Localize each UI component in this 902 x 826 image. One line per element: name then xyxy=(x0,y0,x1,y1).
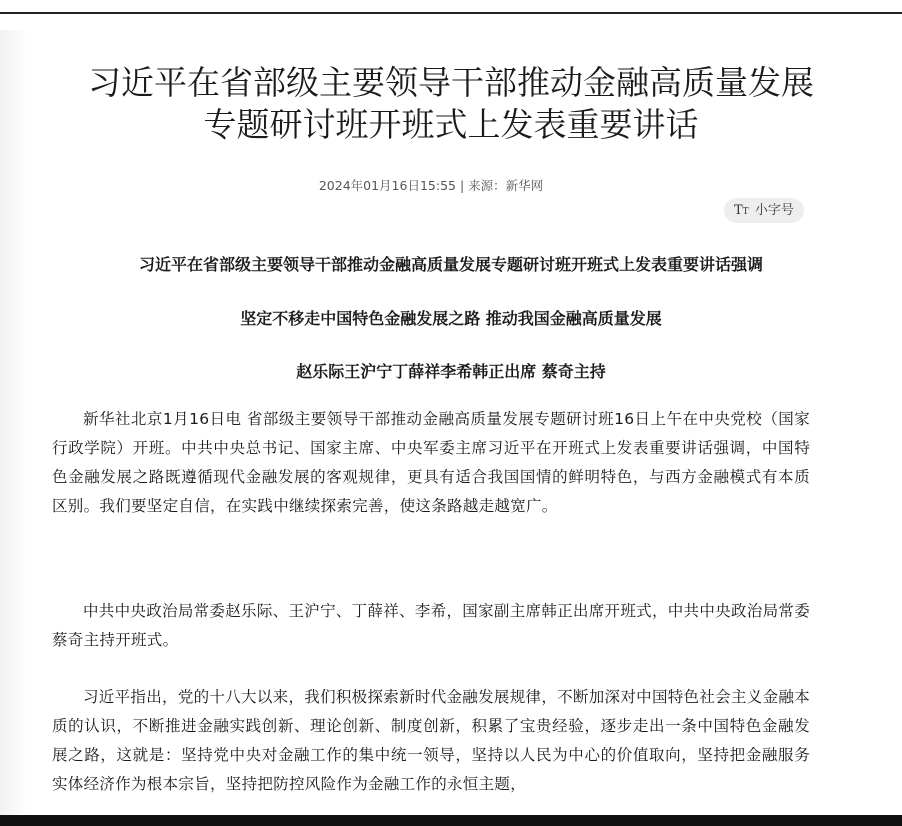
article-title xyxy=(40,62,862,146)
headline-3: 赵乐际王沪宁丁薛祥李希韩正出席 蔡奇主持 xyxy=(296,362,606,381)
paragraph-2: 中共中央政治局常委赵乐际、王沪宁、丁薛祥、李希，国家副主席韩正出席开班式，中共中央政治局常委蔡奇主持开班式。 xyxy=(52,602,810,649)
bottom-bar xyxy=(0,815,902,826)
headline-2: 坚定不移走中国特色金融发展之路 推动我国金融高质量发展 xyxy=(240,309,662,328)
font-size-icon: TT xyxy=(734,203,749,218)
font-size-toggle-button[interactable] xyxy=(724,198,804,223)
paragraph-1: 新华社北京1月16日电 省部级主要领导干部推动金融高质量发展专题研讨班16日上午在中央党校（国家行政学院）开班。中共中央总书记、国家主席、中央军委主席习近平在开班式上发表重要讲话强调，中国特色金融发展之路既遵循现代金融发展的客观规律，更具有适合我国国情的鲜明特色，与西方金融模式有本质区别。我们要坚定自信，在实践中继续探索完善，使这条路越走越宽广。 xyxy=(52,410,810,515)
font-size-toggle-label: 小字号 xyxy=(754,203,794,218)
paragraph-3: 习近平指出，党的十八大以来，我们积极探索新时代金融发展规律，不断加深对中国特色社会主义金融本质的认识，不断推进金融实践创新、理论创新、制度创新，积累了宝贵经验，逐步走出一条中国特色金融发展之路，这就是：坚持党中央对金融工作的集中统一领导，坚持以人民为中心的价值取向，坚持把金融服务实体经济作为根本宗旨，坚持把防控风险作为金融工作的永恒主题， xyxy=(52,688,810,793)
article-title-line-2: 专题研讨班开班式上发表重要讲话 xyxy=(203,105,699,144)
headline-1: 习近平在省部级主要领导干部推动金融高质量发展专题研讨班开班式上发表重要讲话强调 xyxy=(138,255,763,274)
article-meta: 2024年01月16日15:55 | 来源：新华网 xyxy=(318,178,544,193)
article-title-line-1: 习近平在省部级主要领导干部推动金融高质量发展 xyxy=(88,63,814,102)
